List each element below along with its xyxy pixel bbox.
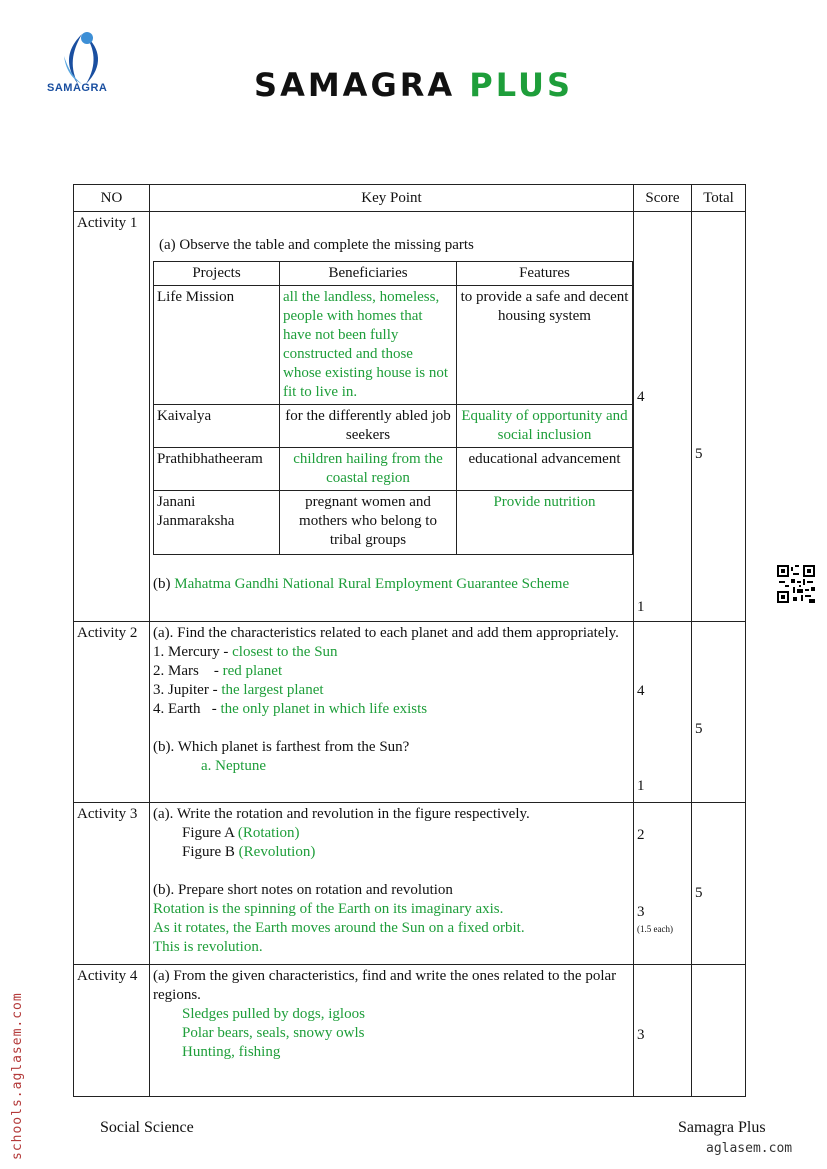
projects-header-row xyxy=(154,262,633,286)
list-item: 3. Jupiter - the largest planet xyxy=(153,682,324,698)
activity3-keypoint xyxy=(150,803,634,965)
activity4-score xyxy=(634,965,692,1097)
activity1-label: Activity 1 xyxy=(74,212,150,622)
activity1-total: 5 xyxy=(692,212,746,622)
activity1-question-a: (a) Observe the table and complete the missing parts xyxy=(159,237,474,253)
activity2-score-a: 4 xyxy=(637,683,645,699)
list-item: 2. Mars - red planet xyxy=(153,663,283,679)
footer-left: Social Science xyxy=(100,1119,194,1136)
project-features: to provide a safe and decent housing system xyxy=(457,286,633,405)
activity3-score xyxy=(634,803,692,965)
side-watermark: schools.aglasem.com xyxy=(10,992,25,1160)
answer-line: This is revolution. xyxy=(153,939,263,955)
project-name: Life Mission xyxy=(154,286,280,405)
header-score: Score xyxy=(634,185,692,212)
activity2-row xyxy=(74,622,746,803)
table-row xyxy=(154,448,633,491)
header-key-point: Key Point xyxy=(150,185,634,212)
project-features: Equality of opportunity and social inclusion xyxy=(457,405,633,448)
project-name: Kaivalya xyxy=(154,405,280,448)
activity4-label: Activity 4 xyxy=(74,965,150,1097)
activity3-score-note: (1.5 each) xyxy=(637,924,673,934)
project-beneficiaries: pregnant women and mothers who belong to tribal groups xyxy=(280,491,457,555)
project-beneficiaries: all the landless, homeless, people with homes that have not been fully constructed and those whose existing house is not fit to live in. xyxy=(280,286,457,405)
activity4-row xyxy=(74,965,746,1097)
activity1-score xyxy=(634,212,692,622)
activity3-question-b: (b). Prepare short notes on rotation and revolution xyxy=(153,882,453,898)
header-total: Total xyxy=(692,185,746,212)
activity3-label: Activity 3 xyxy=(74,803,150,965)
activity3-question-a: (a). Write the rotation and revolution in the figure respectively. xyxy=(153,806,530,822)
list-item: Polar bears, seals, snowy owls xyxy=(182,1025,365,1041)
project-beneficiaries: children hailing from the coastal region xyxy=(280,448,457,491)
qr-code-icon xyxy=(777,565,815,603)
list-item: 4. Earth - the only planet in which life exists xyxy=(153,701,428,717)
activity1-answer-b: Mahatma Gandhi National Rural Employment Guarantee Scheme xyxy=(174,576,570,592)
activity3-total: 5 xyxy=(692,803,746,965)
answer-line: Rotation is the spinning of the Earth on its imaginary axis. xyxy=(153,901,504,917)
brand-title xyxy=(0,66,827,104)
list-item: 1. Mercury - closest to the Sun xyxy=(153,644,338,660)
activity1-question-b: (b) Mahatma Gandhi National Rural Employment Guarantee Scheme xyxy=(153,576,570,592)
activity1-score-b: 1 xyxy=(637,599,645,615)
list-item: Hunting, fishing xyxy=(182,1044,281,1060)
activity2-score-b: 1 xyxy=(637,778,645,794)
inner-header-beneficiaries: Beneficiaries xyxy=(280,262,457,286)
activity3-score-b: 3 xyxy=(637,904,645,920)
activity2-answer-b: a. Neptune xyxy=(201,758,266,774)
activity1-keypoint xyxy=(150,212,634,622)
header-no: NO xyxy=(74,185,150,212)
project-features: educational advancement xyxy=(457,448,633,491)
project-features: Provide nutrition xyxy=(457,491,633,555)
activity2-question-a: (a). Find the characteristics related to each planet and add them appropriately. xyxy=(153,625,619,641)
activity4-score-a: 3 xyxy=(637,1027,645,1043)
answer-line: As it rotates, the Earth moves around the Sun on a fixed orbit. xyxy=(153,920,525,936)
figure-b-line: Figure B (Revolution) xyxy=(182,844,316,860)
footer-site: aglasem.com xyxy=(706,1141,793,1156)
list-item: Sledges pulled by dogs, igloos xyxy=(182,1006,365,1022)
project-name: Prathibhatheeram xyxy=(154,448,280,491)
activity4-question-a: (a) From the given characteristics, find and write the ones related to the polar regions. xyxy=(153,968,617,1003)
logo-text: SAMAGRA xyxy=(47,82,108,94)
table-row xyxy=(154,491,633,555)
projects-table xyxy=(153,261,633,555)
table-row xyxy=(154,405,633,448)
inner-header-features: Features xyxy=(457,262,633,286)
activity2-total: 5 xyxy=(692,622,746,803)
activity4-total xyxy=(692,965,746,1097)
brand-part1: SAMAGRA xyxy=(254,66,456,104)
brand-part2: PLUS xyxy=(469,66,573,104)
activity1-row xyxy=(74,212,746,622)
activity2-label: Activity 2 xyxy=(74,622,150,803)
footer-right: Samagra Plus xyxy=(678,1119,766,1136)
activity2-score xyxy=(634,622,692,803)
activity2-keypoint xyxy=(150,622,634,803)
activity4-keypoint xyxy=(150,965,634,1097)
activity2-question-b: (b). Which planet is farthest from the Sun? xyxy=(153,739,410,755)
project-name: Janani Janmaraksha xyxy=(154,491,280,555)
table-header-row xyxy=(74,185,746,212)
figure-a-line: Figure A (Rotation) xyxy=(182,825,300,841)
project-beneficiaries: for the differently abled job seekers xyxy=(280,405,457,448)
answer-key-table xyxy=(73,184,746,1097)
table-row xyxy=(154,286,633,405)
activity3-score-a: 2 xyxy=(637,827,645,843)
activity3-row xyxy=(74,803,746,965)
activity1-score-a: 4 xyxy=(637,389,645,405)
inner-header-projects: Projects xyxy=(154,262,280,286)
